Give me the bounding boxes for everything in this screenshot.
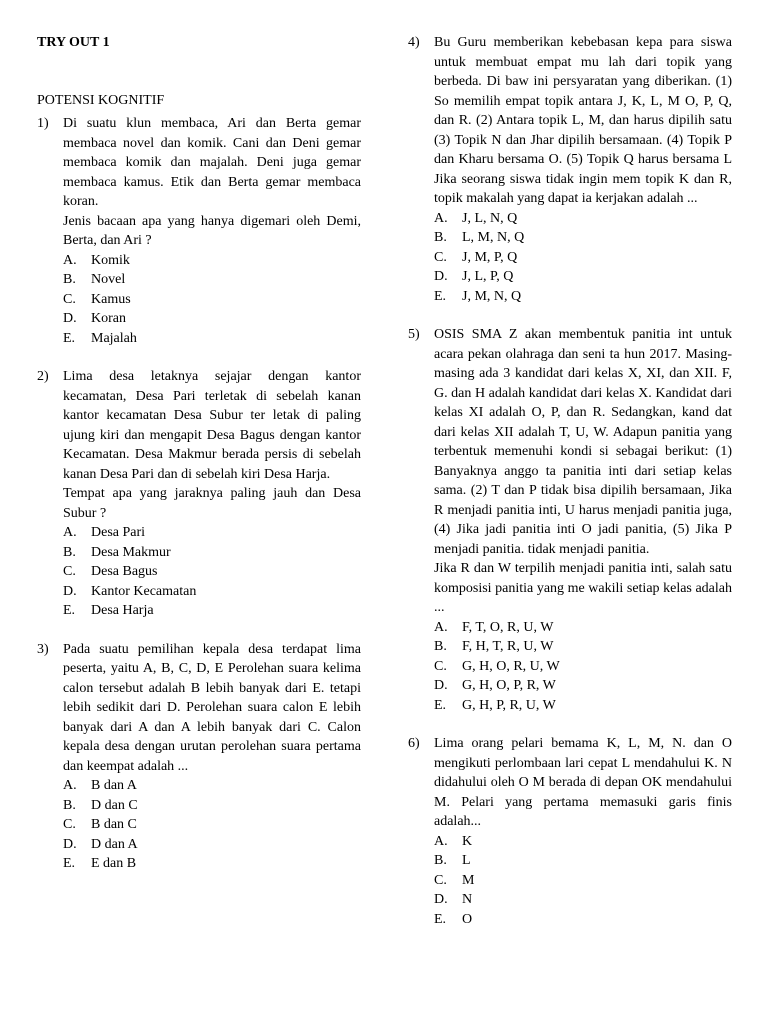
question-stem: Bu Guru memberikan kebebasan kepa para siswa untuk membuat empat mu lah dari topik yang berbeda. Di baw ini persyaratan yang diberikan. (1) So memilih empat topik antara J, K, L, M O, P, Q, dan R. (2) Antara topik L, M, dan harus dipilih satu (3) Topik N dan Jhar dipilih bersamaan. (4) Topik P dan Kharu bersama O. (5) Topik Q harus bersama L Jika seorang siswa tidak ingin mem topik K dan R, topik makalah yang dapat ia kerjakan adalah ... [434,35,732,206]
option-text: Novel [91,272,126,287]
option-letter: B. [63,272,76,287]
option-letter: A. [63,778,77,793]
option-letter: B. [434,853,447,868]
option-letter: E. [63,856,76,871]
option-text: J, M, P, Q [462,249,518,265]
option-c [63,290,361,310]
option-list [434,618,732,716]
option-letter: C. [434,872,447,888]
option-text: J, M, N, Q [462,288,522,304]
option-text: F, T, O, R, U, W [462,619,554,635]
option-a [63,523,361,543]
option-c [63,562,361,582]
option-d [63,835,361,855]
option-letter: E. [434,911,447,927]
option-e [434,910,732,930]
option-e [434,287,732,307]
option-text: E dan B [91,856,137,871]
option-letter: D. [63,583,77,599]
option-c [63,815,361,835]
option-letter: A. [63,252,77,268]
option-text: J, L, N, Q [462,210,518,226]
option-e [63,854,361,874]
question-number: 6) [408,736,420,751]
option-text: G, H, P, R, U, W [462,697,556,713]
option-letter: A. [434,619,448,635]
question-number: 3) [37,641,49,657]
option-a [63,251,361,271]
option-letter: B. [63,797,76,813]
question-4 [408,33,732,306]
question-stem: Pada suatu pemilihan kepala desa terdapat lima peserta, yaitu A, B, C, D, E Perolehan suara kelima calon tersebut adalah B lebih banyak dari E. tetapi lebih sedikit dari D. Perolehan suara calon E lebih banyak dari A dan A lebih banyak dari C. Calon kepala desa dengan urutan perolehan suara pertama dan keempat adalah ... [63,641,361,774]
option-text: Majalah [91,330,137,346]
option-d [63,582,361,602]
option-letter: E. [63,330,76,346]
option-letter: A. [434,833,448,849]
option-letter: C. [434,249,447,265]
option-b [63,543,361,563]
option-e [63,329,361,349]
option-list [434,832,732,930]
option-text: G, H, O, R, U, W [462,658,560,674]
page-title: TRY OUT 1 [37,35,110,50]
option-letter: D. [434,892,448,907]
option-text: K [462,833,473,849]
question-stem: Lima orang pelari bemama K, L, M, N. dan O mengikuti perlombaan lari cepat L mendahului K. N didahului oleh O M berada di depan OK mendahului M. Pelari yang pertama memasuki garis finis adalah... [434,736,732,829]
right-column [408,33,732,948]
option-text: D dan A [91,836,138,852]
option-text: Desa Bagus [91,564,158,579]
option-b [63,796,361,816]
option-e [63,601,361,621]
option-letter: E. [434,288,447,304]
option-text: M [462,872,475,888]
left-column [37,33,361,893]
option-letter: E. [63,603,76,618]
option-a [434,209,732,229]
option-text: D dan C [91,797,138,813]
option-letter: B. [434,639,447,654]
question-2 [37,367,361,621]
option-text: Komik [91,252,130,268]
option-text: F, H, T, R, U, W [462,639,554,654]
question-number: 2) [37,369,49,384]
question-stem: Di suatu klun membaca, Ari dan Berta gemar membaca novel dan komik. Cani dan Deni gemar membaca komik dan majalah. Deni juga gemar membaca kamus. Etik dan Berta gemar membaca koran. [63,116,361,209]
option-d [434,890,732,910]
option-letter: D. [434,269,448,284]
option-text: B dan C [91,817,137,832]
option-e [434,696,732,716]
option-letter: A. [434,210,448,226]
option-letter: A. [63,525,77,540]
option-text: N [462,892,473,907]
option-text: G, H, O, P, R, W [462,678,556,693]
question-number: 1) [37,116,49,131]
option-letter: C. [434,658,447,674]
option-b [434,851,732,871]
option-text: L [462,853,471,868]
question-prompt: Jika R dan W terpilih menjadi panitia inti, salah satu komposisi panitia yang me wakili setiap kelas adalah ... [434,561,732,615]
option-text: Desa Makmur [91,544,171,560]
option-list [63,251,361,349]
question-1 [37,114,361,348]
question-stem: Lima desa letaknya sejajar dengan kantor kecamatan, Desa Pari terletak di sebelah kanan kantor kecamatan Desa Subur ter letak di paling ujung kiri dan mengapit Desa Bagus dengan kantor Kecamatan. Desa Makmur berada persis di sebelah kanan Desa Pari dan di sebelah kiri Desa Harja. [63,369,361,482]
question-3 [37,640,361,874]
option-a [434,832,732,852]
option-list [63,523,361,621]
option-list [63,776,361,874]
option-text: J, L, P, Q [462,269,514,284]
option-letter: C. [63,564,76,579]
question-stem: OSIS SMA Z akan membentuk panitia int untuk acara pekan olahraga dan seni ta hun 2017. Masing-masing ada 3 kandidat dari kelas X, XI, dan XII. F, G. dan H adalah kandidat dari kelas X. Kandidat dari kelas XI adalah O, P, dan R. Sedangkan, kand dat dari kelas XII adalah T, U, W. Adapun panitia yang terbentuk memenuhi kondi si sebagai berikut: (1) Banyaknya anggo ta panitia inti dari setiap kelas sama. (2) T dan P tidak bisa dipilih bersamaan, Jika R menjadi panitia inti, U harus menjadi panitia juga, (4) Jika jadi panitia inti O jadi panitia, (5) Jika P menjadi panitia. tidak menjadi panitia. [434,327,732,557]
option-letter: E. [434,697,447,713]
option-letter: B. [434,230,447,245]
option-a [63,776,361,796]
option-text: Desa Harja [91,603,154,618]
option-d [434,676,732,696]
option-b [63,270,361,290]
option-list [434,209,732,307]
question-prompt: Jenis bacaan apa yang hanya digemari oleh Demi, Berta, dan Ari ? [63,213,361,248]
option-text: Kamus [91,291,131,307]
option-b [434,228,732,248]
option-d [434,267,732,287]
question-prompt: Tempat apa yang jaraknya paling jauh dan Desa Subur ? [63,486,361,521]
option-b [434,637,732,657]
option-text: O [462,911,473,927]
option-d [63,309,361,329]
option-letter: B. [63,544,76,560]
option-letter: C. [63,291,76,307]
question-number: 4) [408,35,420,50]
option-text: Desa Pari [91,525,146,540]
option-c [434,871,732,891]
option-letter: D. [434,678,448,693]
option-text: Kantor Kecamatan [91,583,197,599]
option-text: Koran [91,311,126,326]
question-6 [408,734,732,929]
question-number: 5) [408,327,420,342]
option-letter: D. [63,836,77,852]
option-text: B dan A [91,778,137,793]
option-text: L, M, N, Q [462,230,525,245]
section-title: POTENSI KOGNITIF [37,92,165,108]
option-letter: D. [63,311,77,326]
option-c [434,657,732,677]
option-c [434,248,732,268]
option-letter: C. [63,817,76,832]
question-5 [408,325,732,715]
option-a [434,618,732,638]
